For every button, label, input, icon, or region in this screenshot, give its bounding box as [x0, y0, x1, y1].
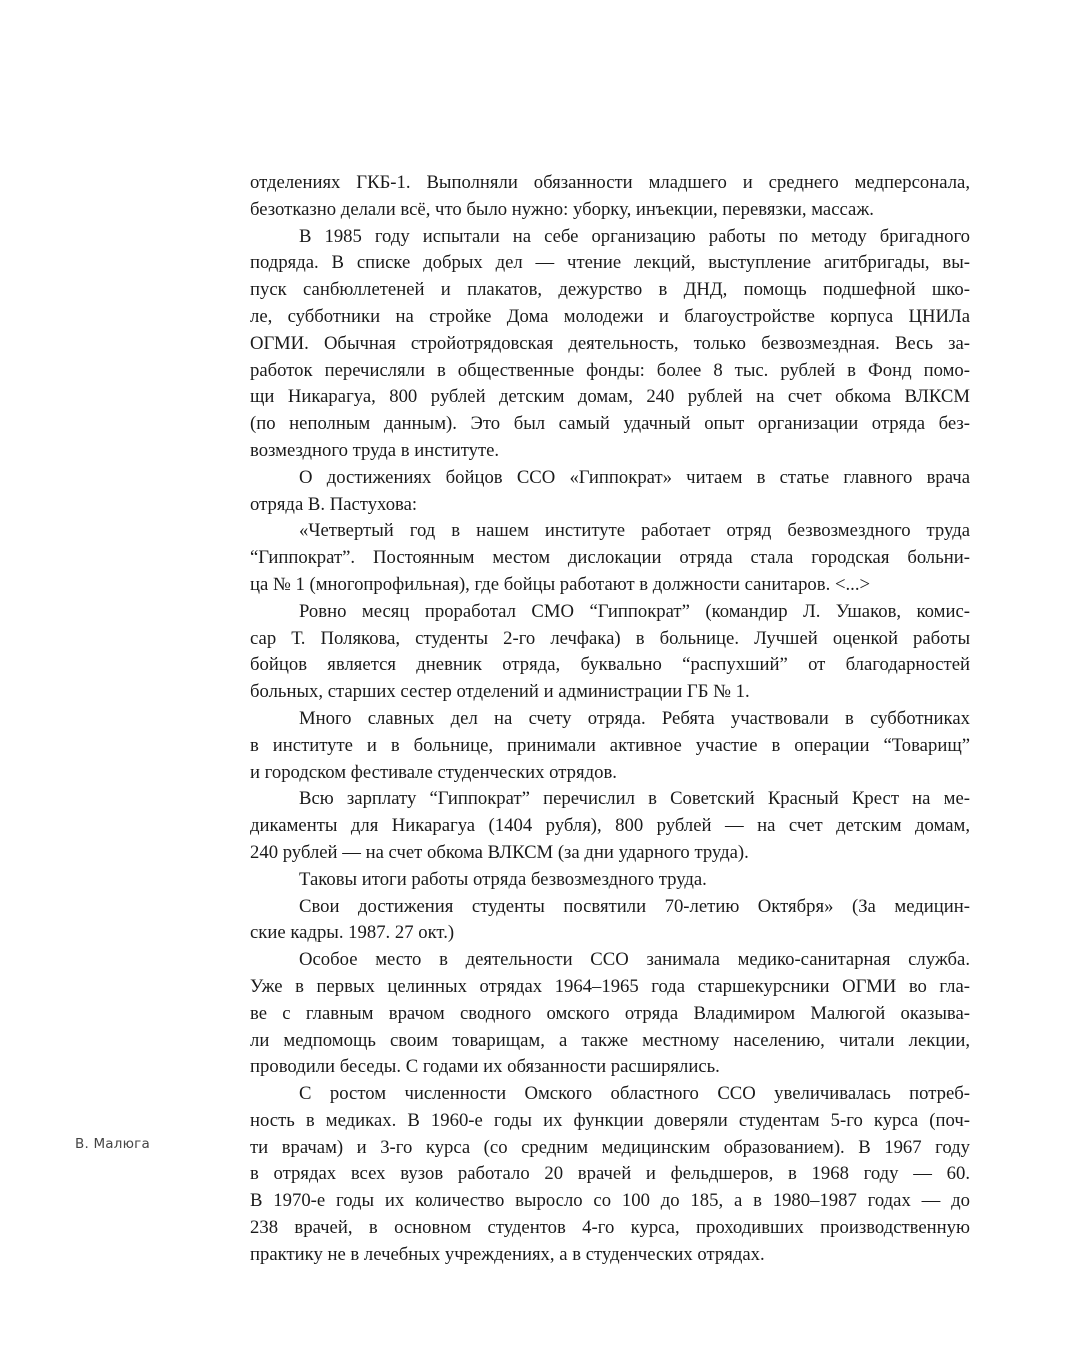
text-line: отделениях ГКБ-1. Выполняли обязанности младшего и среднего медперсонала, [250, 172, 970, 193]
text-line: Особое место в деятельности ССО занимала медико-санитарная служба. [299, 949, 970, 971]
text-line: ве с главным врачом сводного омского отряда Владимиром Малюгой оказыва- [250, 1002, 970, 1024]
text-line: Уже в первых целинных отрядах 1964–1965 года старшекурсники ОГМИ во гла- [250, 975, 970, 997]
text-line: Свои достижения студенты посвятили 70-летию Октября» (За медицин- [299, 895, 970, 917]
text-line: возмездного труда в институте. [250, 439, 500, 461]
text-line: С ростом численности Омского областного ССО увеличивалась потреб- [299, 1083, 970, 1105]
text-line: ти врачам) и 3-го курса (со средним медицинским образованием). В 1967 году [250, 1136, 970, 1158]
text-line: в институте и в больнице, принимали активное участие в операции “Товарищ” [250, 734, 970, 756]
text-line: ские кадры. 1987. 27 окт.) [250, 922, 455, 944]
text-line: “Гиппократ”. Постоянным местом дислокации отряда стала городская больни- [250, 547, 970, 569]
text-line: щи Никарагуа, 800 рублей детским домам, 240 рублей на счет обкома ВЛКСМ [250, 386, 970, 408]
text-line: Много славных дел на счету отряда. Ребята участвовали в субботниках [299, 707, 970, 729]
text-line: больных, старших сестер отделений и администрации ГБ № 1. [250, 681, 750, 703]
text-line: дикаменты для Никарагуа (1404 рубля), 800 рублей — на счет детским домам, [250, 815, 970, 837]
text-line: подряда. В списке добрых дел — чтение лекций, выступление агитбригады, вы- [250, 252, 970, 274]
text-line: В 1970-е годы их количество выросло со 100 до 185, а в 1980–1987 годах — до [250, 1190, 970, 1212]
text-line: О достижениях бойцов ССО «Гиппократ» читаем в статье главного врача [299, 466, 970, 488]
text-line: ли медпомощь своим товарищам, а также местному населению, читали лекции, [250, 1029, 970, 1051]
text-line: 240 рублей — на счет обкома ВЛКСМ (за дни ударного труда). [250, 841, 749, 863]
margin-author-note: В. Малюга [75, 1136, 150, 1152]
text-line: сар Т. Полякова, студенты 2-го лечфака) в больнице. Лучшей оценкой работы [250, 627, 970, 649]
text-line: практику не в лечебных учреждениях, а в студенческих отрядах. [250, 1243, 765, 1265]
text-line: «Четвертый год в нашем институте работает отряд безвозмездного труда [299, 520, 970, 542]
text-line: ле, субботники на стройке Дома молодежи и благоустройстве корпуса ЦНИЛа [250, 305, 970, 327]
text-line: 238 врачей, в основном студентов 4-го курса, проходивших производственную [250, 1217, 970, 1239]
text-line: пуск санбюллетеней и плакатов, дежурство в ДНД, помощь подшефной шко- [250, 279, 970, 301]
text-line: безотказно делали всё, что было нужно: уборку, инъекции, перевязки, массаж. [250, 198, 874, 220]
text-line: в отрядах всех вузов работало 20 врачей и фельдшеров, в 1968 году — 60. [250, 1163, 970, 1185]
text-line: ность в медиках. В 1960-е годы их функции доверяли студентам 5-го курса (поч- [250, 1109, 970, 1131]
text-line: проводили беседы. С годами их обязанности расширялись. [250, 1056, 720, 1078]
text-line: и городском фестивале студенческих отрядов. [250, 761, 617, 783]
text-line: ца № 1 (многопрофильная), где бойцы работают в должности санитаров. <...> [250, 573, 871, 595]
text-line: работок перечисляли в общественные фонды: более 8 тыс. рублей в Фонд помо- [250, 359, 970, 381]
text-line: отряда В. Пастухова: [250, 493, 418, 515]
text-line: бойцов является дневник отряда, буквально “распухший” от благодарностей [250, 654, 970, 676]
text-line: Ровно месяц проработал СМО “Гиппократ” (командир Л. Ушаков, комис- [299, 600, 970, 622]
text-line: (по неполным данным). Это был самый удачный опыт организации отряда без- [250, 413, 970, 435]
text-line: Таковы итоги работы отряда безвозмездного труда. [299, 868, 707, 890]
body-text [250, 170, 970, 1269]
text-line: В 1985 году испытали на себе организацию работы по методу бригадного [299, 225, 970, 247]
text-line: ОГМИ. Обычная стройотрядовская деятельность, только безвозмездная. Весь за- [250, 332, 970, 354]
text-line: Всю зарплату “Гиппократ” перечислил в Советский Красный Крест на ме- [299, 788, 970, 810]
